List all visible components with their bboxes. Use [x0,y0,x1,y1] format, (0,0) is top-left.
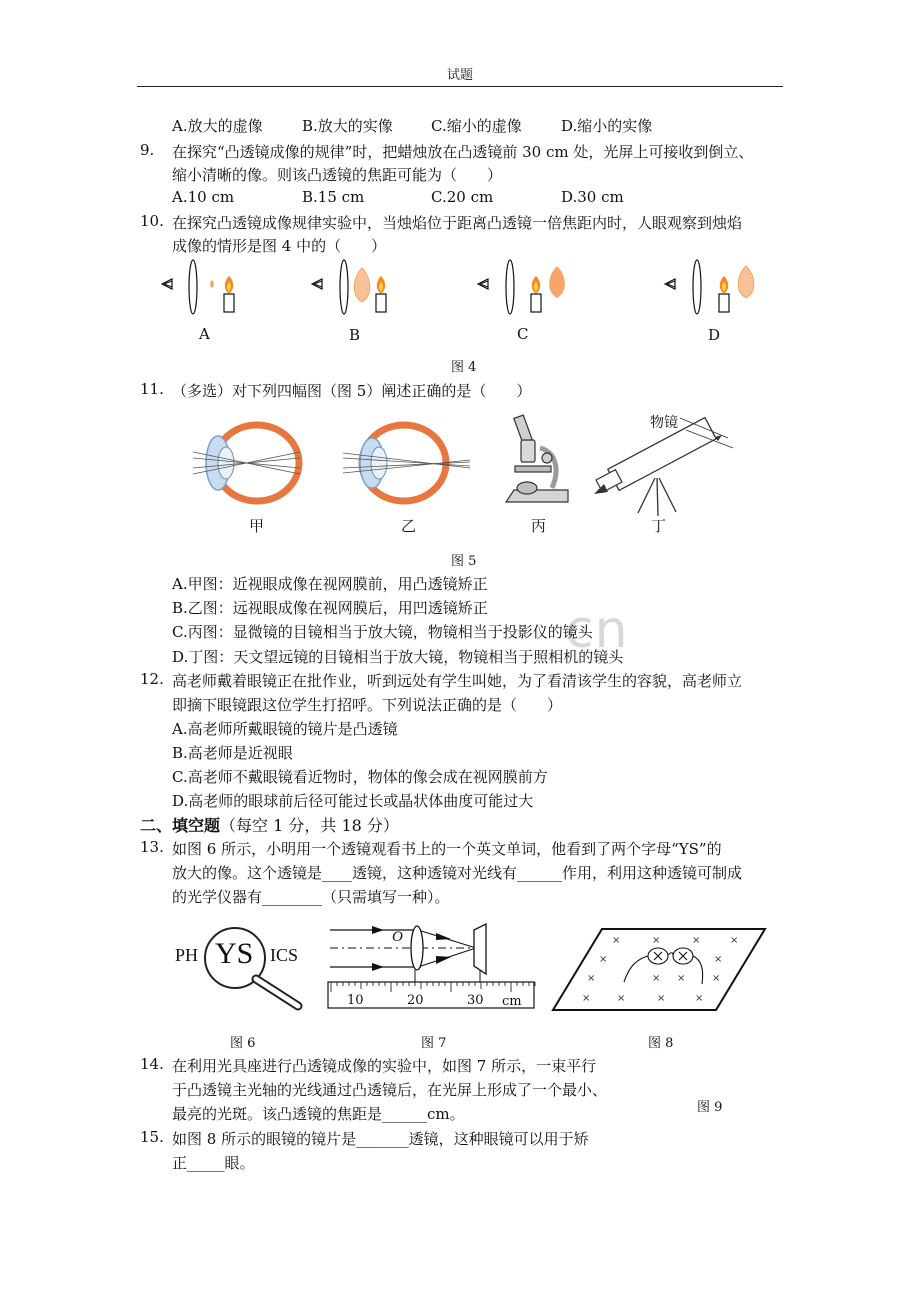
svg-text:×: × [695,993,704,1004]
fig5-eye-jia [193,425,300,501]
fig4-label-a: A [199,325,210,343]
fig5-eye-yi [343,425,470,501]
svg-text:×: × [587,973,596,984]
fig4-option-b-drawing [312,260,386,314]
svg-text:×: × [712,973,721,984]
q9-option-c: C.20 cm [431,188,494,206]
fig5-label-ding: 丁 [651,517,667,535]
fig5-microscope [506,415,568,502]
q11-option-d: D.丁图：天文望远镜的目镜相当于放大镜，物镜相当于照相机的镜头 [172,648,624,666]
fig7-o-label: O [392,929,403,945]
q8-option-d: D.缩小的实像 [561,117,653,135]
figure-8 [552,926,782,1016]
q12-option-b: B.高老师是近视眼 [172,744,293,762]
fig8-caption: 图 8 [648,1036,674,1051]
fig4-option-d-drawing [665,260,754,314]
fig7-tick-20: 20 [407,993,424,1008]
q9-text-line1: 在探究“凸透镜成像的规律”时，把蜡烛放在凸透镜前 30 cm 处，光屏上可接收到倒立、 [172,143,754,161]
q9-option-a: A.10 cm [172,188,235,206]
section-2-note: （每空 1 分，共 18 分） [220,816,399,835]
header-rule [137,86,783,87]
q10-number: 10. [140,212,164,230]
q9-option-d: D.30 cm [561,188,624,206]
q9-option-b: B.15 cm [302,188,365,206]
section-2-title: 二、填空题 [140,816,221,835]
svg-text:×: × [677,973,686,984]
q14-text-line2: 于凸透镜主光轴的光线通过凸透镜后，在光屏上形成了一个最小、 [172,1081,608,1099]
q11-text-line1: （多选）对下列四幅图（图 5）阐述正确的是（ ） [172,382,532,400]
q15-text-line2: 正_____眼。 [172,1154,255,1172]
q12-option-d: D.高老师的眼球前后径可能过长或晶状体曲度可能过大 [172,792,534,810]
q8-option-c: C.缩小的虚像 [431,117,522,135]
fig4-label-c: C [517,325,529,343]
fig5-label-bing: 丙 [531,517,547,535]
fig7-caption: 图 7 [421,1036,447,1051]
q15-number: 15. [140,1128,164,1146]
figure-4 [0,262,920,342]
fig5-caption: 图 5 [451,554,477,569]
q15-text-line1: 如图 8 所示的眼镜的镜片是_______透镜，这种眼镜可以用于矫 [172,1130,589,1148]
fig7-tick-30: 30 [467,993,484,1008]
q13-text-line3: 的光学仪器有________（只需填写一种）。 [172,888,450,906]
fig6-text-magnified: YS [215,937,254,970]
q12-text-line2: 即摘下眼镜跟这位学生打招呼。下列说法正确的是（ ） [172,696,563,714]
section-2-heading [140,813,399,836]
q8-option-b: B.放大的实像 [302,117,393,135]
q13-text-line1: 如图 6 所示，小明用一个透镜观看书上的一个英文单词，他看到了两个字母“YS”的 [172,840,722,858]
fig6-text-right: ICS [270,945,299,965]
q11-option-b: B.乙图：远视眼成像在视网膜后，用凹透镜矫正 [172,599,488,617]
q13-number: 13. [140,838,164,856]
watermark: cn [565,600,629,660]
q10-text-line2: 成像的情形是图 4 中的（ ） [172,237,387,255]
fig6-caption: 图 6 [230,1036,256,1051]
svg-text:×: × [612,935,621,946]
q14-number: 14. [140,1055,164,1073]
svg-text:×: × [582,993,591,1004]
page-header: 试题 [446,68,473,83]
fig7-tick-10: 10 [347,993,364,1008]
fig6-text-left: PH [175,945,199,965]
svg-text:×: × [599,954,608,965]
fig4-label-b: B [349,326,361,344]
svg-text:×: × [730,935,739,946]
q14-text-line3: 最亮的光斑。该凸透镜的焦距是______cm。 [172,1105,465,1123]
fig5-objective-label: 物镜 [650,415,678,431]
svg-text:×: × [692,935,701,946]
q9-text-line2: 缩小清晰的像。则该凸透镜的焦距可能为（ ） [172,166,503,184]
svg-text:×: × [657,993,666,1004]
fig5-label-jia: 甲 [249,517,265,535]
svg-text:×: × [652,973,661,984]
svg-text:×: × [652,935,661,946]
q12-option-a: A.高老师所戴眼镜的镜片是凸透镜 [172,720,398,738]
q11-option-c: C.丙图：显微镜的目镜相当于放大镜，物镜相当于投影仪的镜头 [172,623,593,641]
q13-text-line2: 放大的像。这个透镜是____透镜，这种透镜对光线有______作用，利用这种透镜可制成 [172,864,743,882]
fig9-caption: 图 9 [697,1100,723,1115]
q12-number: 12. [140,670,164,688]
fig4-option-c-drawing [478,260,565,314]
q12-option-c: C.高老师不戴眼镜看近物时，物体的像会成在视网膜前方 [172,768,548,786]
q10-text-line1: 在探究凸透镜成像规律实验中，当烛焰位于距离凸透镜一倍焦距内时，人眼观察到烛焰 [172,214,743,232]
q11-option-a: A.甲图：近视眼成像在视网膜前，用凸透镜矫正 [172,575,488,593]
fig4-option-a-drawing [162,260,234,314]
svg-text:×: × [714,954,723,965]
q12-text-line1: 高老师戴着眼镜正在批作业，听到远处有学生叫她，为了看清该学生的容貌，高老师立 [172,672,743,690]
q9-number: 9. [140,141,155,159]
fig4-caption: 图 4 [451,360,477,375]
svg-text:×: × [617,993,626,1004]
fig7-unit: cm [502,994,522,1009]
fig5-label-yi: 乙 [401,517,417,535]
figure-5 [0,408,920,518]
fig4-label-d: D [708,326,721,344]
q8-option-a: A.放大的虚像 [172,117,263,135]
q11-number: 11. [140,380,164,398]
q14-text-line1: 在利用光具座进行凸透镜成像的实验中，如图 7 所示，一束平行 [172,1057,597,1075]
fig5-telescope [594,418,733,516]
